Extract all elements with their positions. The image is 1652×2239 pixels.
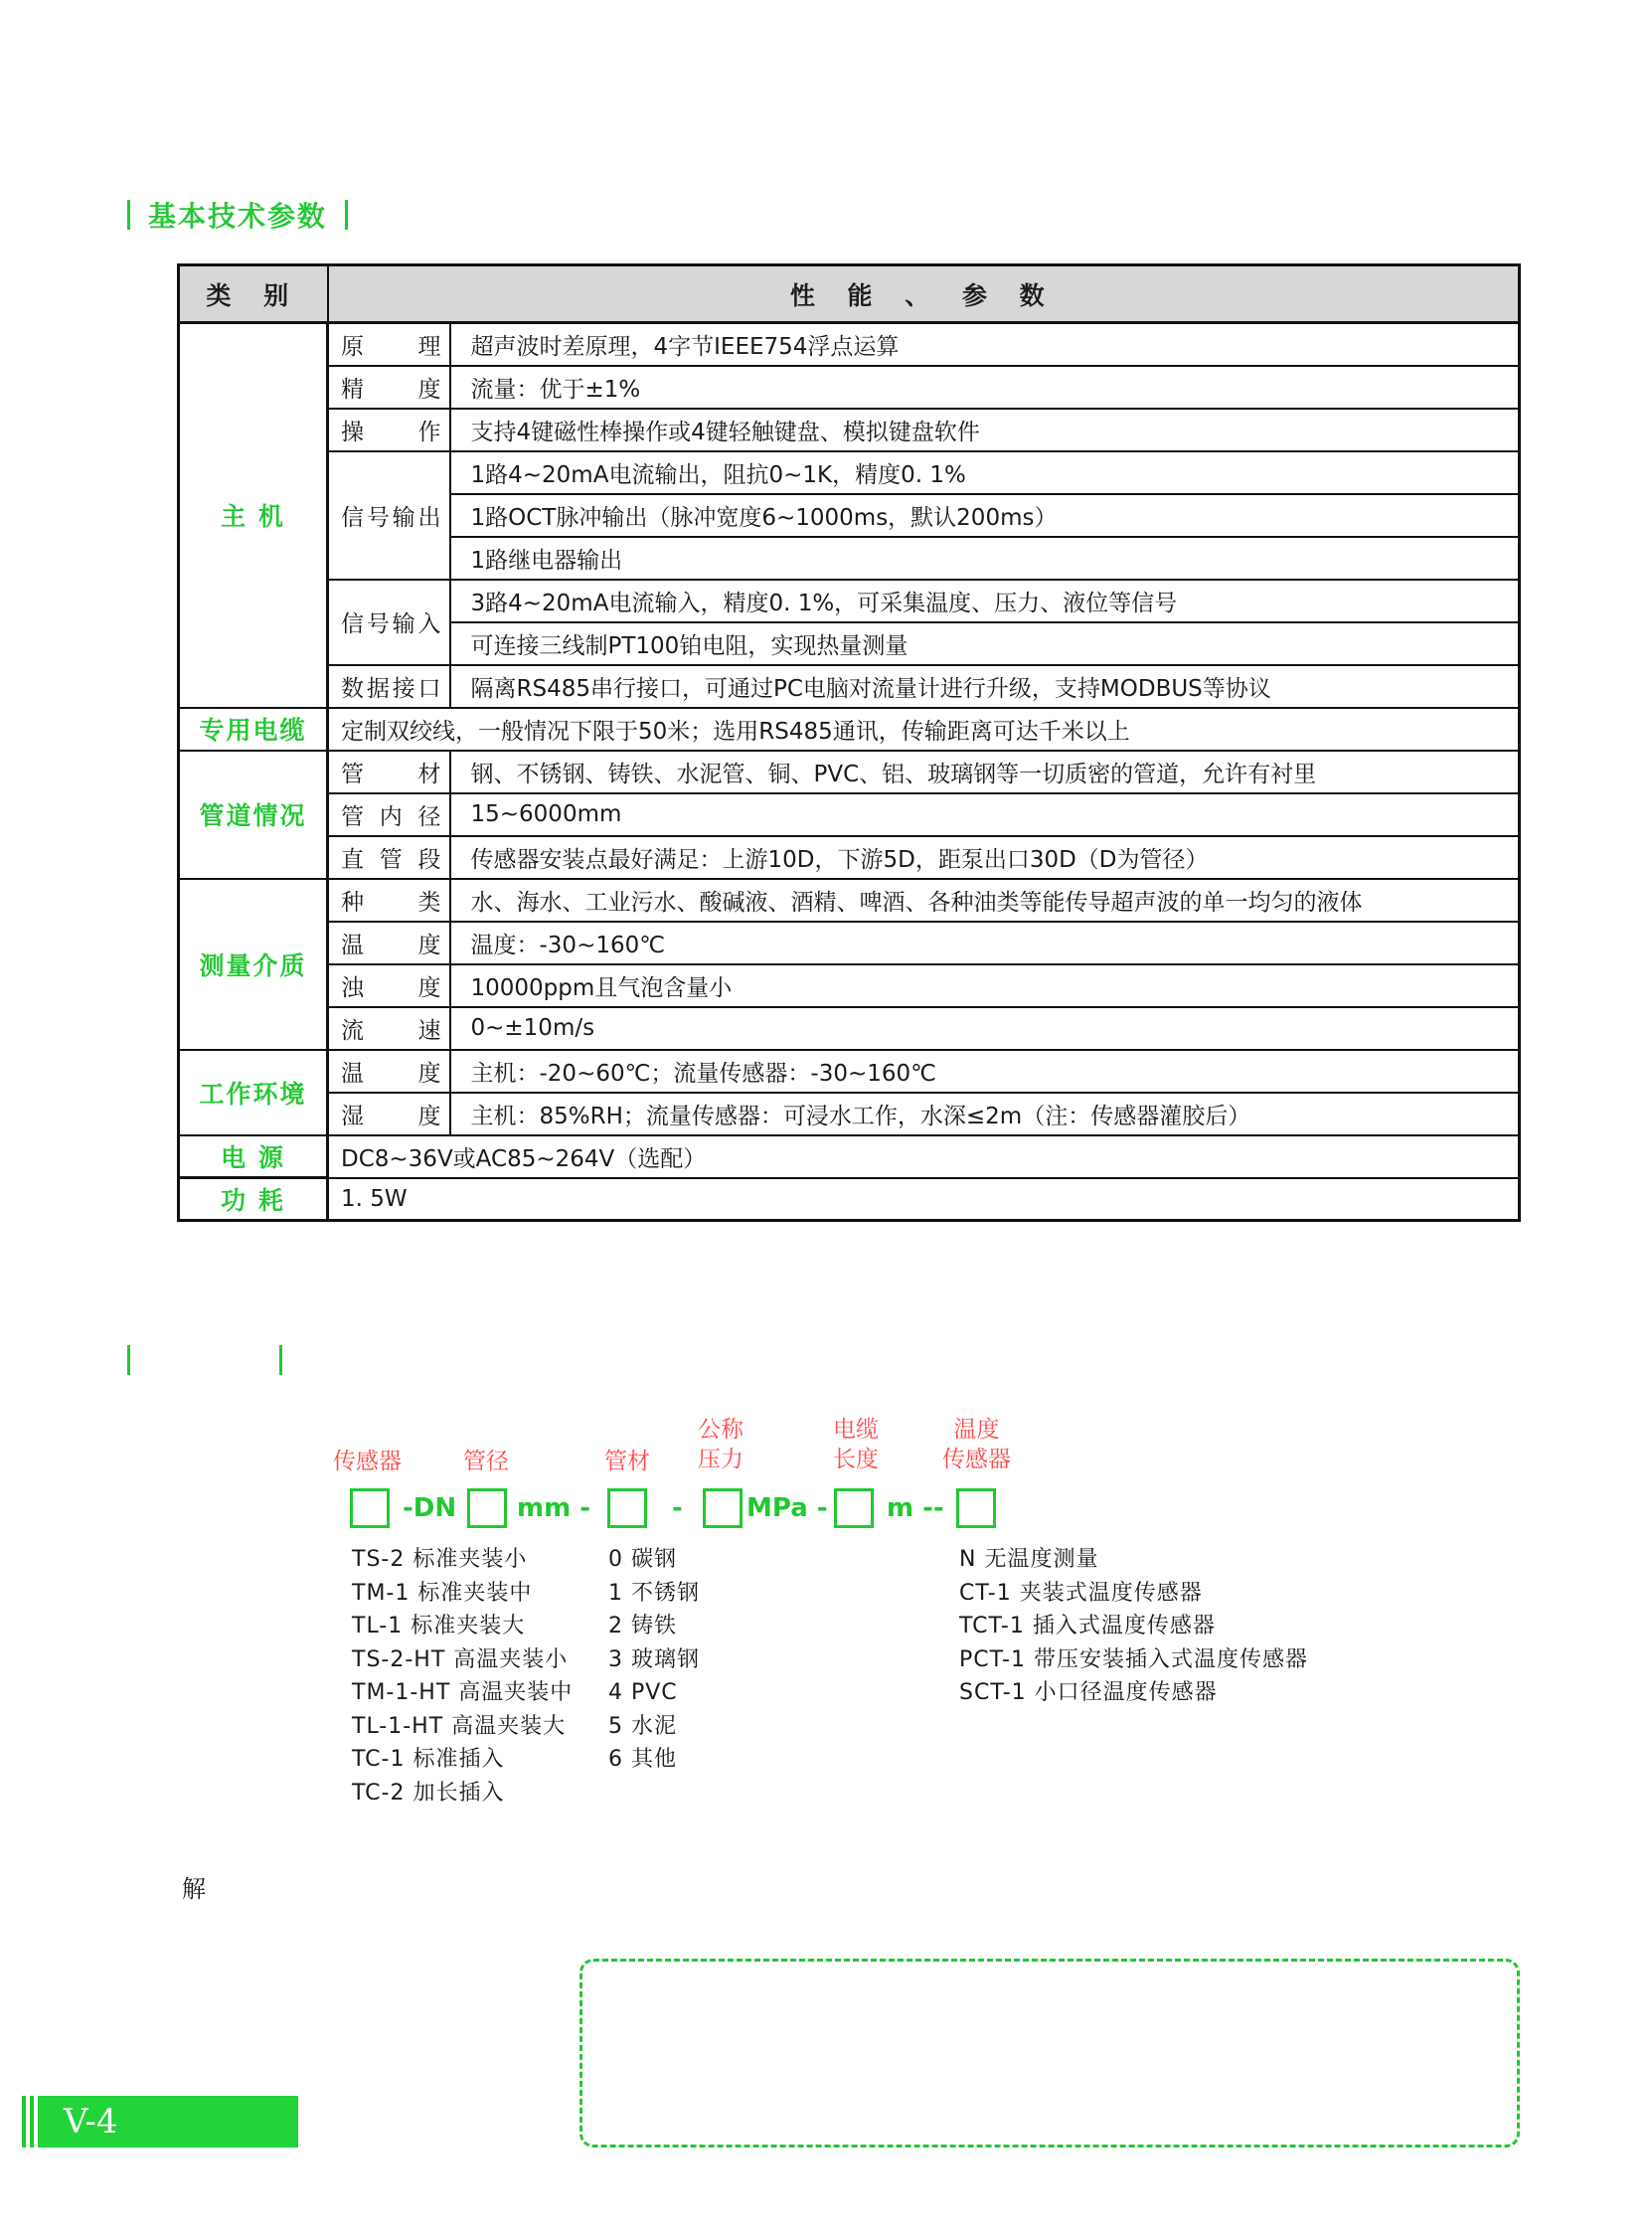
page-number: V-4 [38,2096,298,2148]
connector-mpa: MPa - [746,1493,828,1523]
page-number-tag [22,2096,298,2148]
category-host: 主 机 [179,323,328,708]
sensor-options-list [352,1543,573,1809]
page-stripe [22,2096,26,2148]
param-value: 水、海水、工业污水、酸碱液、酒精、啤酒、各种油类等能传导超声波的单一均匀的液体 [450,879,1520,922]
table-row [179,1178,1520,1221]
table-row [179,793,1520,836]
param-value: 3路4~20mA电流输入，精度0. 1%，可采集温度、压力、液位等信号 [450,580,1520,622]
code-box-cable-length [834,1488,874,1528]
table-row [179,665,1520,708]
label-material: 管材 [604,1449,650,1474]
table-row [179,964,1520,1007]
connector-mm: mm - [517,1493,591,1523]
category-environment: 工作环境 [179,1050,328,1135]
connector-dash: - [672,1493,683,1523]
param-value: 1路继电器输出 [450,537,1520,580]
label-cable-length: 电缆 长度 [833,1417,879,1472]
param-value: 超声波时差原理，4字节IEEE754浮点运算 [450,323,1520,366]
sub-label: 信号输入 [328,580,450,665]
table-row [179,366,1520,409]
list-item: TC-1 标准插入 [352,1747,505,1772]
list-item: SCT-1 小口径温度传感器 [959,1680,1218,1705]
code-box-material [607,1488,647,1528]
code-box-sensor [350,1488,390,1528]
sub-label: 湿 度 [328,1093,450,1135]
param-value: 主机：-20~60℃；流量传感器：-30~160℃ [450,1050,1520,1093]
param-value: 钢、不锈钢、铸铁、水泥管、铜、PVC、铝、玻璃钢等一切质密的管道，允许有衬里 [450,751,1520,793]
table-row [179,451,1520,494]
param-value: 15~6000mm [450,793,1520,836]
header-params: 性 能 、 参 数 [328,265,1520,323]
table-row [179,323,1520,366]
sub-label: 直管段 [328,836,450,879]
table-row [179,879,1520,922]
list-item: CT-1 夹装式温度传感器 [959,1580,1203,1606]
sub-label: 数据接口 [328,665,450,708]
side-glyph: 解 [182,1875,206,1903]
list-item: TL-1 标准夹装大 [352,1614,526,1638]
table-row [179,922,1520,964]
param-value: 传感器安装点最好满足：上游10D，下游5D，距泵出口30D（D为管径） [450,836,1520,879]
list-item: 3 玻璃钢 [608,1646,700,1672]
header-bar-right [345,200,348,230]
param-value: 定制双绞线，一般情况下限于50米；选用RS485通讯，传输距离可达千米以上 [328,708,1520,751]
table-header-row [179,265,1520,323]
list-item: TM-1-HT 高温夹装中 [352,1680,574,1705]
section-header-model [127,1345,282,1375]
table-row [179,1135,1520,1178]
list-item: 5 水泥 [608,1713,677,1739]
sub-label: 管 材 [328,751,450,793]
param-value: 支持4键磁性棒操作或4键轻触键盘、模拟键盘软件 [450,409,1520,451]
sub-label: 信号输出 [328,451,450,580]
list-item: N 无温度测量 [959,1547,1099,1572]
sub-label: 浊 度 [328,964,450,1007]
code-box-pressure [703,1488,743,1528]
table-row [179,1093,1520,1135]
label-sensor: 传感器 [333,1449,402,1474]
category-pipe: 管道情况 [179,751,328,879]
list-item: 4 PVC [608,1680,678,1705]
sub-label: 原 理 [328,323,450,366]
section-title: 基本技术参数 [148,200,328,233]
sub-label: 流 速 [328,1007,450,1050]
param-value: 隔离RS485串行接口，可通过PC电脑对流量计进行升级，支持MODBUS等协议 [450,665,1520,708]
list-item: TCT-1 插入式温度传感器 [959,1614,1216,1638]
sub-label: 管内径 [328,793,450,836]
category-cable: 专用电缆 [179,708,328,751]
sub-label: 精 度 [328,366,450,409]
connector-m: m -- [887,1493,944,1523]
param-value: 0~±10m/s [450,1007,1520,1050]
category-consumption: 功 耗 [179,1178,328,1221]
section-header-basic-params [127,195,348,235]
sub-label: 温 度 [328,1050,450,1093]
category-medium: 测量介质 [179,879,328,1050]
label-pressure: 公称 压力 [698,1417,743,1472]
table-row [179,751,1520,793]
param-value: 流量：优于±1% [450,366,1520,409]
list-item: 0 碳钢 [608,1547,677,1572]
header-bar-left [127,200,130,230]
list-item: TL-1-HT 高温夹装大 [352,1713,567,1739]
table-row [179,708,1520,751]
list-item: 2 铸铁 [608,1614,677,1638]
category-power: 电 源 [179,1135,328,1178]
param-value: 温度：-30~160℃ [450,922,1520,964]
code-box-temp-sensor [956,1488,996,1528]
label-pipe-diameter: 管径 [463,1449,509,1474]
header-bar-left [127,1345,130,1375]
table-row [179,1007,1520,1050]
param-value: DC8~36V或AC85~264V（选配） [328,1135,1520,1178]
table-row [179,1050,1520,1093]
param-value: 1. 5W [328,1178,1520,1221]
header-category: 类 别 [179,265,328,323]
param-value: 1路OCT脉冲输出（脉冲宽度6~1000ms，默认200ms） [450,494,1520,537]
list-item: TS-2 标准夹装小 [352,1547,528,1572]
material-options-list [608,1543,700,1777]
list-item: PCT-1 带压安装插入式温度传感器 [959,1646,1308,1672]
dashed-note-box [579,1959,1520,2148]
code-box-pipe-diameter [467,1488,507,1528]
list-item: TC-2 加长插入 [352,1780,505,1806]
sub-label: 温 度 [328,922,450,964]
table-row [179,580,1520,622]
param-value: 10000ppm且气泡含量小 [450,964,1520,1007]
list-item: TS-2-HT 高温夹装小 [352,1646,569,1672]
table-row [179,409,1520,451]
list-item: TM-1 标准夹装中 [352,1580,533,1606]
sub-label: 种 类 [328,879,450,922]
table-row [179,836,1520,879]
temp-sensor-options-list [959,1543,1308,1710]
label-temp-sensor: 温度 传感器 [942,1417,1011,1472]
param-value: 1路4~20mA电流输出，阻抗0~1K，精度0. 1% [450,451,1520,494]
spec-table [177,263,1521,1222]
header-bar-right [279,1345,282,1375]
sub-label: 操 作 [328,409,450,451]
connector-dn: -DN [403,1493,457,1523]
page-stripe [30,2096,34,2148]
list-item: 1 不锈钢 [608,1580,700,1606]
param-value: 主机：85%RH；流量传感器：可浸水工作，水深≤2m（注：传感器灌胶后） [450,1093,1520,1135]
list-item: 6 其他 [608,1747,677,1772]
param-value: 可连接三线制PT100铂电阻，实现热量测量 [450,622,1520,665]
